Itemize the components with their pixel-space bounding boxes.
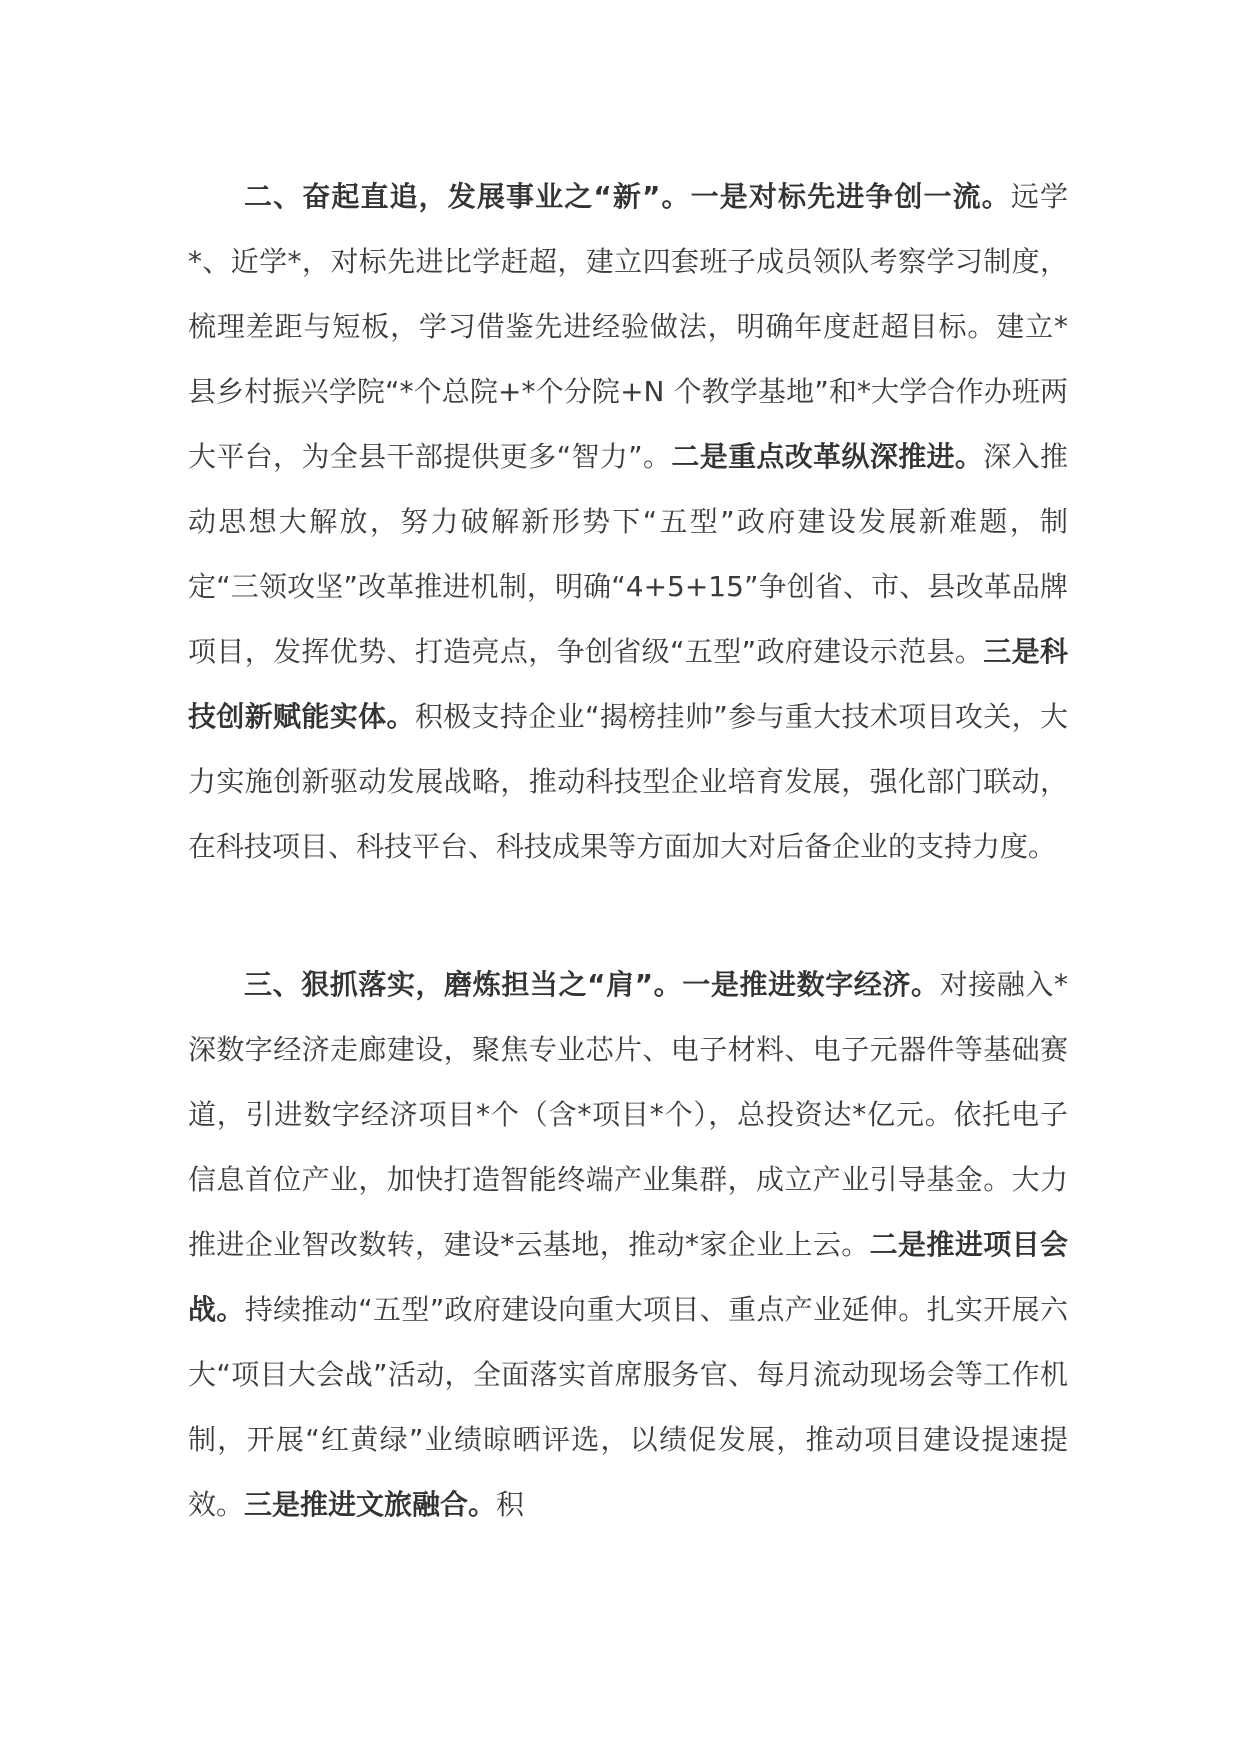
point-one-body: 远学*、近学*，对标先进比学赶超，建立四套班子成员领队考察学习制度，梳理差距与短板，学习借鉴先进经验做法，明确年度赶超目标。建立*县乡村振兴学院“*个总院+*个分院+N 个教学基地”和*大学合作办班两大平台，为全县干部提供更多“智力”。 — [188, 180, 1068, 473]
point-three-body: 积极支持企业“揭榜挂帅”参与重大技术项目攻关，大力实施创新驱动发展战略，推动科技型企业培育发展，强化部门联动，在科技项目、科技平台、科技成果等方面加大对后备企业的支持力度。 — [188, 700, 1068, 863]
culture-tourism-body: 积 — [496, 1488, 525, 1521]
project-battle-heading: 二是推进项目会战。 — [188, 1228, 1068, 1326]
digital-economy-body: 对接融入*深数字经济走廊建设，聚焦专业芯片、电子材料、电子元器件等基础赛道，引进数字经济项目*个（含*项目*个），总投资达*亿元。依托电子信息首位产业，加快打造智能终端产业集群，成立产业引导基金。大力推进企业智改数转，建设*云基地，推动*家企业上云。 — [188, 968, 1068, 1261]
point-two-heading: 二是重点改革纵深推进。 — [671, 440, 984, 473]
project-battle-body: 持续推动“五型”政府建设向重大项目、重点产业延伸。扎实开展六大“项目大会战”活动，全面落实首席服务官、每月流动现场会等工作机制，开展“红黄绿”业绩晾晒评选，以绩促发展，推动项目建设提速提效。 — [188, 1293, 1068, 1521]
point-two-body: 深入推动思想大解放，努力破解新形势下“五型”政府建设发展新难题，制定“三领攻坚”改革推进机制，明确“4+5+15”争创省、市、县改革品牌项目，发挥优势、打造亮点，争创省级“五型”政府建设示范县。 — [188, 440, 1068, 668]
culture-tourism-heading: 三是推进文旅融合。 — [244, 1488, 497, 1521]
point-three-heading: 三是科技创新赋能实体。 — [188, 635, 1068, 733]
point-one-heading: 一是对标先进争创一流。 — [690, 180, 1011, 213]
section-two-heading: 二、奋起直追，发展事业之“新”。 — [244, 180, 691, 213]
digital-economy-heading: 一是推进数字经济。 — [682, 968, 940, 1001]
paragraph-section-three — [188, 952, 1068, 1537]
section-three-heading: 三、狠抓落实，磨炼担当之“肩”。 — [244, 968, 683, 1001]
paragraph-section-two — [188, 164, 1068, 879]
